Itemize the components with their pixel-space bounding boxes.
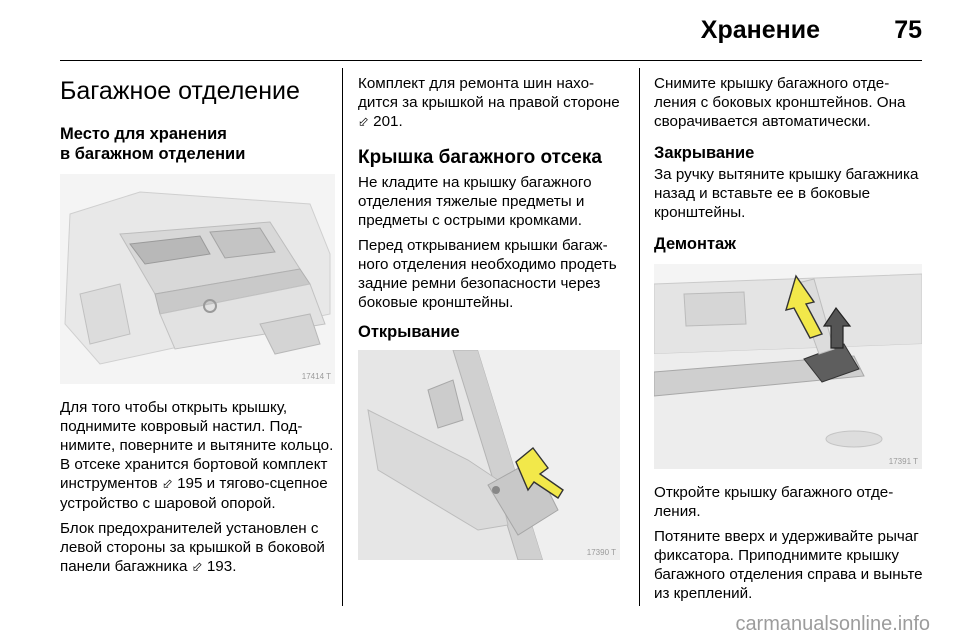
- watermark: carmanualsonline.info: [735, 613, 930, 635]
- paragraph: Потяните вверх и удерживайте рычаг фиксатора. Приподнимите крышку багажного отделения справа и выньте из креплений.: [654, 528, 923, 602]
- paragraph-text: Комплект для ремонта шин находится за крышкой на правой стороне: [358, 75, 620, 111]
- reference-arrow-icon: ⬃: [191, 560, 203, 575]
- cover-removal-drawing: [654, 264, 922, 469]
- section-heading: Крышка багажного отсека: [358, 147, 602, 168]
- paragraph: [60, 398, 335, 513]
- paragraph-text: Для того чтобы открыть крышку, поднимите ковровый настил. Поднимите, поверните и вытяните кольцо. В отсеке хранится бортовой комплект инструментов: [60, 399, 334, 492]
- paragraph: Не кладите на крышку багажного отделения тяжелые предметы и предметы с острыми кромками.: [358, 174, 592, 229]
- subheading: Демонтаж: [654, 235, 736, 253]
- paragraph-text: Блок предохранителей установлен с левой стороны за крышкой в боковой панели багажника: [60, 520, 325, 575]
- header-divider: [60, 60, 922, 61]
- figure-number: 17391 T: [888, 457, 918, 466]
- figure-number: 17414 T: [301, 372, 331, 381]
- column-right: [654, 68, 926, 609]
- subheading: [60, 124, 335, 164]
- reference-arrow-icon: ⬃: [161, 477, 173, 492]
- paragraph: За ручку вытяните крышку багажника назад и вставьте ее в боковые кронштейны.: [654, 166, 919, 221]
- cover-bracket-drawing: [358, 350, 620, 560]
- subheading-line: в багажном отделении: [60, 145, 246, 163]
- illustration-cover-bracket: [358, 350, 620, 560]
- page-reference[interactable]: 201.: [373, 113, 403, 130]
- column-left: [60, 68, 335, 583]
- page-header-title: Хранение: [700, 16, 820, 44]
- subheading: Закрывание: [654, 144, 755, 162]
- page-reference[interactable]: 193.: [206, 558, 237, 575]
- paragraph: Откройте крышку багажного отделения.: [654, 484, 894, 520]
- figure-number: 17390 T: [586, 548, 616, 557]
- column-middle: [358, 68, 626, 574]
- paragraph-text: и тягово-сцепное устройство с шаровой опорой.: [60, 475, 328, 512]
- paragraph: Снимите крышку багажного отделения с боковых кронштейнов. Она сворачивается автоматически.: [654, 75, 906, 130]
- reference-arrow-icon: ⬃: [358, 115, 369, 130]
- column-divider: [639, 68, 640, 606]
- section-heading: Багажное отделение: [60, 77, 300, 105]
- trunk-floor-drawing: [60, 174, 335, 384]
- subheading: Открывание: [358, 323, 460, 341]
- paragraph: Перед открыванием крышки багажного отделения необходимо продеть задние ремни безопасности через боковые кронштейны.: [358, 237, 617, 311]
- illustration-trunk-floor: [60, 174, 335, 384]
- paragraph: [60, 519, 335, 577]
- paragraph: [358, 74, 626, 132]
- column-divider: [342, 68, 343, 606]
- illustration-cover-removal: [654, 264, 922, 469]
- page-number: 75: [894, 16, 922, 44]
- page-reference[interactable]: 195: [177, 475, 203, 492]
- subheading-line: Место для хранения: [60, 125, 227, 143]
